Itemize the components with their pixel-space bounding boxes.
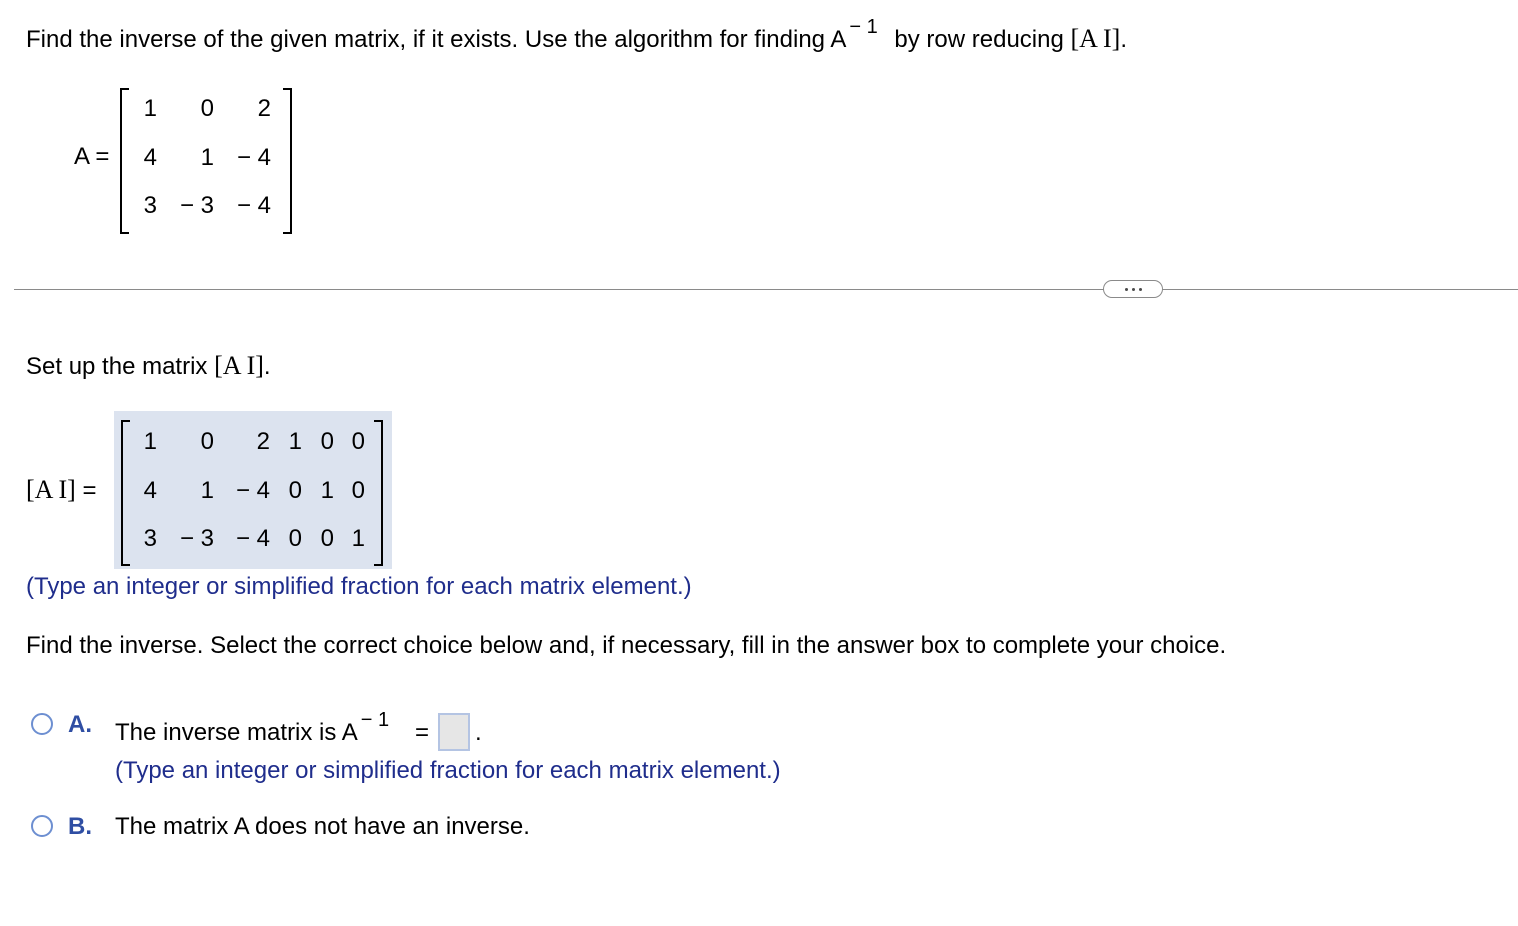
augmented-label-symbol: [A I] (26, 475, 76, 504)
choice-a-text (115, 709, 390, 748)
choice-a-hint: (Type an integer or simplified fraction for each matrix element.) (115, 757, 781, 784)
augmented-cell: − 4 (235, 477, 270, 504)
more-dot-icon (1132, 288, 1135, 291)
matrix-a-cell: 1 (200, 144, 214, 171)
matrix-a-label: A = (74, 143, 110, 170)
augmented-cell: 0 (320, 428, 334, 455)
augmented-matrix-label (26, 475, 97, 505)
augmented-cell: 4 (143, 477, 157, 504)
augmented-cell: 2 (256, 428, 270, 455)
more-options-button[interactable] (1103, 280, 1163, 298)
augmented-right-bracket (374, 420, 383, 566)
section-divider (14, 289, 1518, 290)
augmented-cell: 1 (200, 477, 214, 504)
augmented-cell: 0 (200, 428, 214, 455)
augmented-cell: 1 (320, 477, 334, 504)
augmented-cell: − 4 (235, 525, 270, 552)
setup-prompt-end: . (263, 353, 271, 380)
choice-a-equals: = (415, 719, 430, 746)
augmented-cell: 1 (143, 428, 157, 455)
matrix-a-cell: 1 (143, 95, 157, 122)
choice-b-radio[interactable] (31, 815, 53, 837)
choice-a-letter[interactable]: A. (68, 711, 92, 738)
augmented-label-eq: = (75, 477, 97, 504)
matrix-a-cell: − 4 (236, 192, 271, 219)
augmented-cell: 1 (288, 428, 302, 455)
augmented-cell: 0 (288, 477, 302, 504)
augmented-cell: 0 (351, 477, 365, 504)
setup-prompt-symbol: [A I] (214, 351, 264, 380)
augmented-cell: 0 (351, 428, 365, 455)
find-inverse-instruction: Find the inverse. Select the correct choice below and, if necessary, fill in the answer box to complete your choice. (26, 632, 1227, 659)
augmented-cell: 0 (288, 525, 302, 552)
more-dot-icon (1125, 288, 1128, 291)
choice-a-main-text: The inverse matrix is A (115, 719, 358, 746)
inverse-answer-box[interactable] (438, 713, 470, 751)
matrix-a-cell: 3 (143, 192, 157, 219)
matrix-a-cell: 4 (143, 144, 157, 171)
matrix-a-cell: − 4 (236, 144, 271, 171)
augmented-cell: 1 (351, 525, 365, 552)
more-dot-icon (1139, 288, 1142, 291)
matrix-a-right-bracket (283, 88, 292, 234)
choice-a-radio[interactable] (31, 713, 53, 735)
setup-hint: (Type an integer or simplified fraction for each matrix element.) (26, 573, 692, 600)
choice-b-text: The matrix A does not have an inverse. (115, 813, 530, 840)
augmented-matrix-symbol: [A I] (1070, 24, 1121, 53)
matrix-a-cell: − 3 (179, 192, 214, 219)
matrix-a-cell: 2 (257, 95, 271, 122)
setup-prompt (26, 352, 271, 381)
augmented-cell: − 3 (179, 525, 214, 552)
choice-b-letter[interactable]: B. (68, 813, 92, 840)
augmented-cell: 3 (143, 525, 157, 552)
inverse-superscript: − 1 (849, 16, 878, 38)
question-text-end: . (1120, 26, 1127, 53)
question-text (26, 16, 1127, 55)
question-text-middle: by row reducing (887, 26, 1071, 53)
question-text-main: Find the inverse of the given matrix, if it exists. Use the algorithm for finding A (26, 26, 847, 53)
setup-prompt-text: Set up the matrix (26, 353, 215, 380)
choice-a-superscript: − 1 (360, 709, 390, 731)
choice-a-period: . (475, 719, 482, 746)
matrix-a-cell: 0 (200, 95, 214, 122)
augmented-cell: 0 (320, 525, 334, 552)
